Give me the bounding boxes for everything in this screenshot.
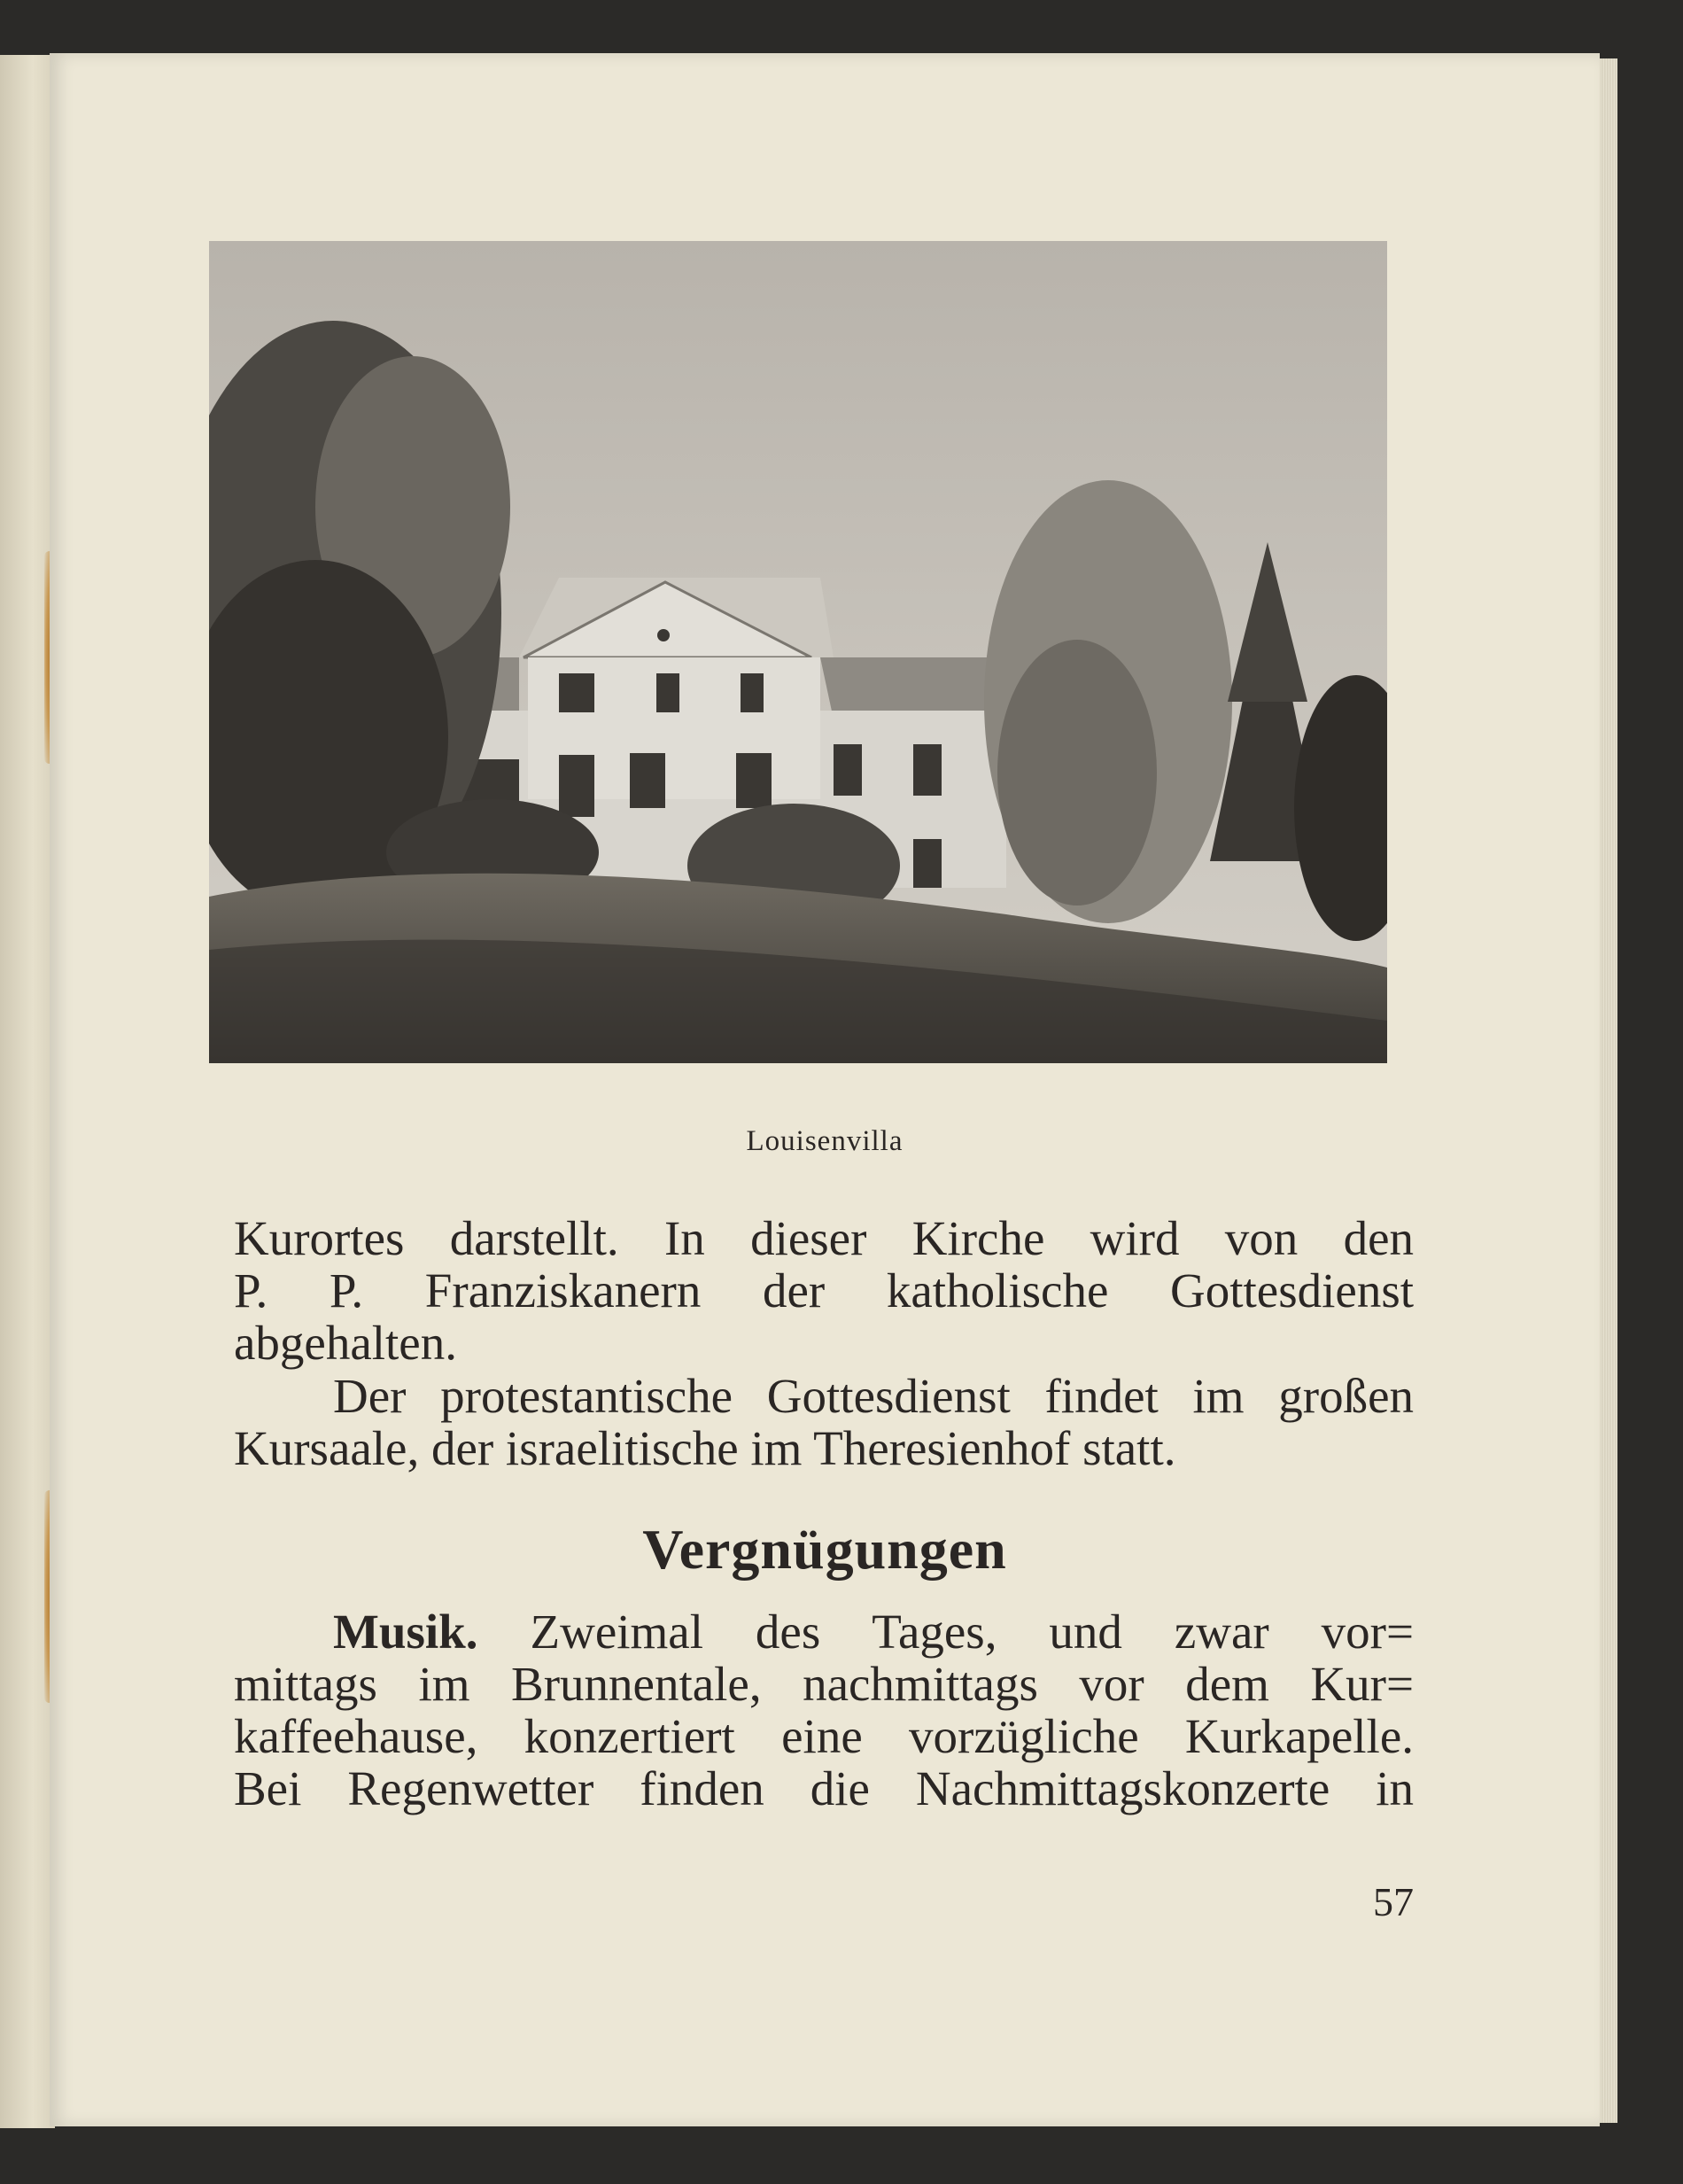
paragraph-musik xyxy=(234,1605,1414,1815)
runin-heading: Musik. xyxy=(333,1605,478,1659)
page-number: 57 xyxy=(1373,1879,1414,1924)
text-line: P. P. Franziskanern der katholische Gottesdienst xyxy=(234,1263,1414,1317)
page-stack-edge xyxy=(1600,58,1617,2123)
text-line: Bei Regenwetter finden die Nachmittagskonzerte in xyxy=(234,1761,1414,1815)
text-line: Kurortes darstellt. In dieser Kirche wird von den xyxy=(234,1211,1414,1265)
text-line: abgehalten. xyxy=(234,1316,457,1370)
villa-photo-image xyxy=(209,241,1387,1063)
text-line-rest: Zweimal des Tages, und zwar vor= xyxy=(530,1605,1415,1659)
text-line: Kursaale, der israelitische im Theresienhof statt. xyxy=(234,1421,1176,1475)
villa-photograph xyxy=(209,241,1387,1063)
facing-page-edge xyxy=(0,55,55,2128)
text-line xyxy=(234,1605,1414,1658)
paragraph-gottesdienst xyxy=(234,1370,1414,1474)
book-page xyxy=(50,53,1600,2126)
figure-caption: Louisenvilla xyxy=(746,1125,904,1157)
paragraph-kirche xyxy=(234,1212,1414,1369)
text-line: kaffeehause, konzertiert eine vorzügliche Kurkapelle. xyxy=(234,1709,1414,1763)
text-line: Der protestantische Gottesdienst findet im großen xyxy=(333,1369,1414,1423)
text-line: mittags im Brunnentale, nachmittags vor dem Kur= xyxy=(234,1657,1414,1711)
section-heading: Vergnügungen xyxy=(642,1518,1007,1581)
